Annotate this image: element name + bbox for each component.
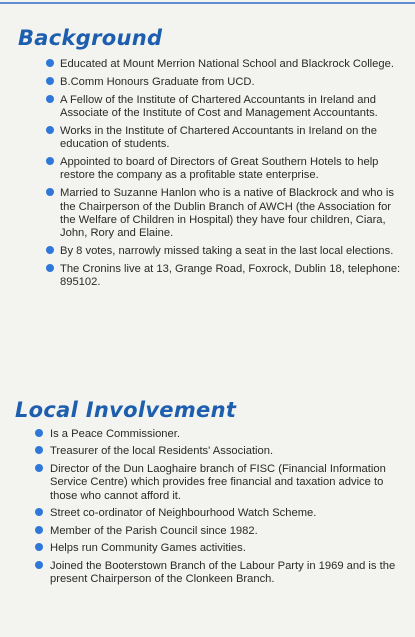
list-item: [35, 560, 405, 587]
list-item-text: Joined the Booterstown Branch of the Labour Party in 1969 and is the present Chairperson of the Clonkeen Branch.: [50, 559, 396, 585]
list-item-text: Director of the Dun Laoghaire branch of FISC (Financial Information Service Centre) which provides free financial and taxation advice to those who cannot afford it.: [50, 462, 386, 502]
bullet-icon: [35, 508, 43, 516]
bullet-icon: [35, 446, 43, 454]
local-involvement-list: [35, 428, 405, 590]
list-item: [35, 463, 405, 503]
bullet-icon: [46, 188, 54, 196]
list-item: [46, 94, 406, 121]
list-item: [35, 542, 405, 555]
list-item: [46, 245, 406, 258]
list-item: [35, 428, 405, 441]
bullet-icon: [46, 157, 54, 165]
list-item: [46, 263, 406, 290]
list-item-text: B.Comm Honours Graduate from UCD.: [60, 75, 255, 88]
background-heading: Background: [18, 26, 163, 50]
list-item-text: Married to Suzanne Hanlon who is a native of Blackrock and who is the Chairperson of the Dublin Branch of AWCH (the Association for the Welfare of Children in Hospital) they have four children, Ciara, John, Rory and Elaine.: [60, 187, 394, 240]
list-item-text: Helps run Community Games activities.: [50, 542, 246, 555]
list-item-text: Works in the Institute of Chartered Accountants in Ireland on the education of students.: [60, 124, 377, 151]
bullet-icon: [35, 464, 43, 472]
list-item: [46, 125, 406, 152]
list-item: [35, 445, 405, 458]
list-item-text: Member of the Parish Council since 1982.: [50, 524, 258, 537]
bullet-icon: [46, 59, 54, 67]
top-divider: [0, 2, 415, 4]
list-item-text: Treasurer of the local Residents' Association.: [50, 445, 274, 458]
list-item: [46, 156, 406, 183]
list-item: [35, 525, 405, 538]
list-item: [46, 58, 406, 71]
list-item-text: The Cronins live at 13, Grange Road, Foxrock, Dublin 18, telephone: 895102.: [60, 263, 401, 289]
bullet-icon: [46, 77, 54, 85]
list-item: [35, 507, 405, 520]
list-item-text: Is a Peace Commissioner.: [50, 428, 180, 440]
list-item-text: Street co-ordinator of Neighbourhood Watch Scheme.: [50, 507, 317, 520]
bullet-icon: [35, 526, 43, 534]
bullet-icon: [35, 543, 43, 551]
local-involvement-heading: Local Involvement: [15, 398, 237, 422]
bullet-icon: [35, 429, 43, 437]
background-list: [46, 58, 406, 294]
list-item: [46, 76, 406, 89]
list-item-text: A Fellow of the Institute of Chartered Accountants in Ireland and Associate of the Institute of Cost and Management Accountants.: [60, 93, 378, 120]
list-item-text: Educated at Mount Merrion National School and Blackrock College.: [60, 58, 394, 70]
list-item: [46, 187, 406, 240]
bullet-icon: [46, 264, 54, 272]
bullet-icon: [46, 126, 54, 134]
list-item-text: Appointed to board of Directors of Great Southern Hotels to help restore the company as a profitable state enterprise.: [60, 156, 379, 182]
bullet-icon: [46, 246, 54, 254]
list-item-text: By 8 votes, narrowly missed taking a seat in the last local elections.: [60, 245, 394, 258]
bullet-icon: [46, 95, 54, 103]
bullet-icon: [35, 561, 43, 569]
